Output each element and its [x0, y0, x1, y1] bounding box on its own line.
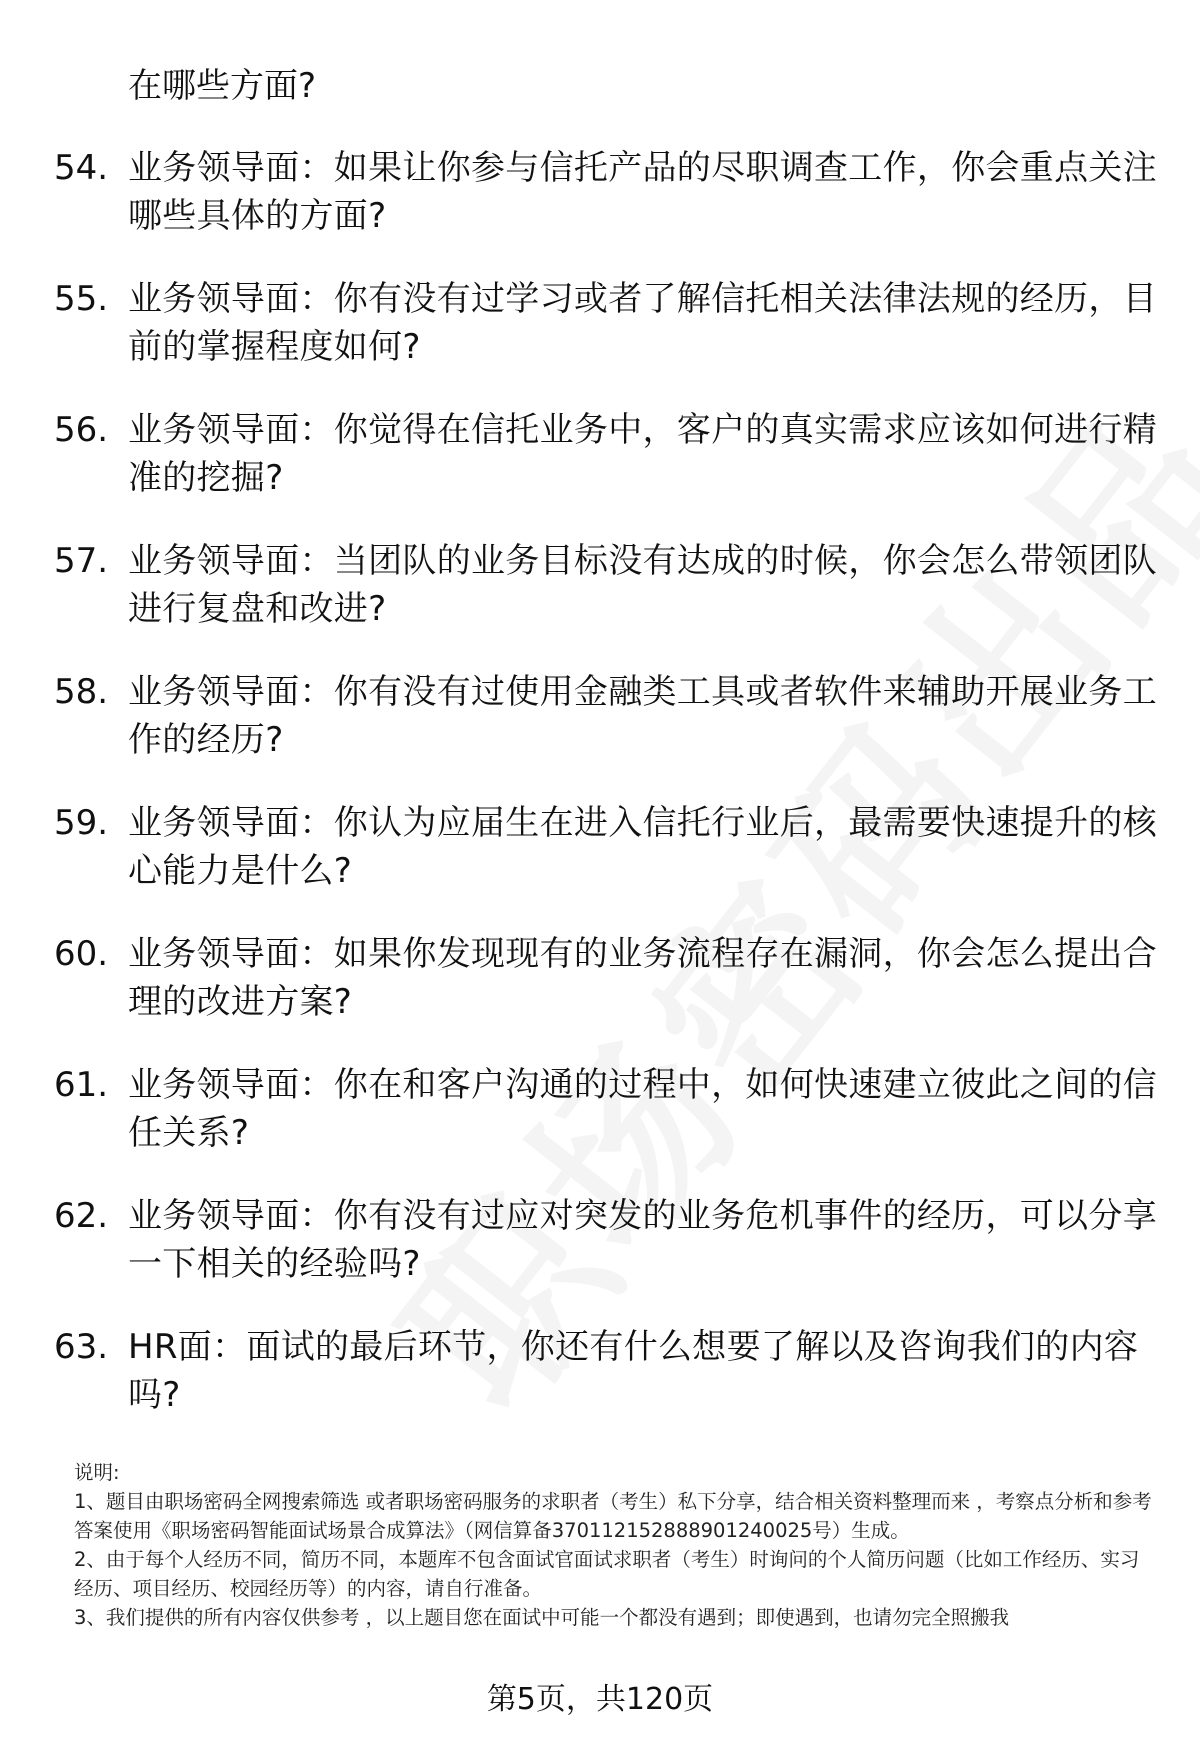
question-number: 63. — [54, 1327, 109, 1367]
page-number-footer: 第5页，共120页 — [486, 1682, 714, 1717]
question-item — [0, 537, 1200, 668]
question-list — [0, 144, 1200, 1454]
question-text: 业务领导面：你有没有过学习或者了解信托相关法律法规的经历，目前的掌握程度如何? — [128, 279, 1157, 367]
notes-item: 2、由于每个人经历不同，简历不同，本题库不包含面试官面试求职者（考生）时询问的个人简历问题（比如工作经历、实习经历、项目经历、校园经历等）的内容，请自行准备。 — [74, 1548, 1140, 1600]
question-item — [0, 799, 1200, 930]
question-item — [0, 1061, 1200, 1192]
question-item — [0, 1192, 1200, 1323]
question-item — [0, 930, 1200, 1061]
notes-item: 3、我们提供的所有内容仅供参考 ，以上题目您在面试中可能一个都没有遇到；即使遇到，也请勿完全照搬我 — [74, 1606, 1010, 1629]
question-item — [0, 275, 1200, 406]
question-number: 58. — [54, 672, 109, 712]
question-number: 56. — [54, 410, 109, 450]
question-text: 业务领导面：你认为应届生在进入信托行业后，最需要快速提升的核心能力是什么? — [128, 803, 1157, 891]
question-continuation: 在哪些方面? — [128, 66, 317, 106]
question-text: 业务领导面：当团队的业务目标没有达成的时候，你会怎么带领团队进行复盘和改进? — [128, 541, 1157, 629]
question-number: 57. — [54, 541, 109, 581]
question-item — [0, 1323, 1200, 1454]
question-number: 62. — [54, 1196, 109, 1236]
question-text: 业务领导面：你有没有过应对突发的业务危机事件的经历，可以分享一下相关的经验吗? — [128, 1196, 1157, 1284]
question-item — [0, 144, 1200, 275]
question-number: 54. — [54, 148, 109, 188]
question-text: 业务领导面：你在和客户沟通的过程中，如何快速建立彼此之间的信任关系? — [128, 1065, 1157, 1153]
question-text: 业务领导面：如果让你参与信托产品的尽职调查工作，你会重点关注哪些具体的方面? — [128, 148, 1157, 236]
question-number: 55. — [54, 279, 109, 319]
question-number: 59. — [54, 803, 109, 843]
question-text: 业务领导面：你觉得在信托业务中，客户的真实需求应该如何进行精准的挖掘? — [128, 410, 1157, 498]
question-text: HR面：面试的最后环节，你还有什么想要了解以及咨询我们的内容吗? — [128, 1327, 1139, 1415]
question-text: 业务领导面：你有没有过使用金融类工具或者软件来辅助开展业务工作的经历? — [128, 672, 1157, 760]
question-number: 60. — [54, 934, 109, 974]
question-item — [0, 668, 1200, 799]
question-number: 61. — [54, 1065, 109, 1105]
question-item — [0, 406, 1200, 537]
notes-item: 1、题目由职场密码全网搜索筛选 或者职场密码服务的求职者（考生）私下分享，结合相关资料整理而来 ，考察点分析和参考答案使用《职场密码智能面试场景合成算法》（网信算备370112152888901240025号）生成。 — [74, 1490, 1152, 1542]
notes-heading: 说明: — [74, 1461, 120, 1484]
question-text: 业务领导面：如果你发现现有的业务流程存在漏洞，你会怎么提出合理的改进方案? — [128, 934, 1157, 1022]
notes-section — [74, 1458, 1154, 1632]
